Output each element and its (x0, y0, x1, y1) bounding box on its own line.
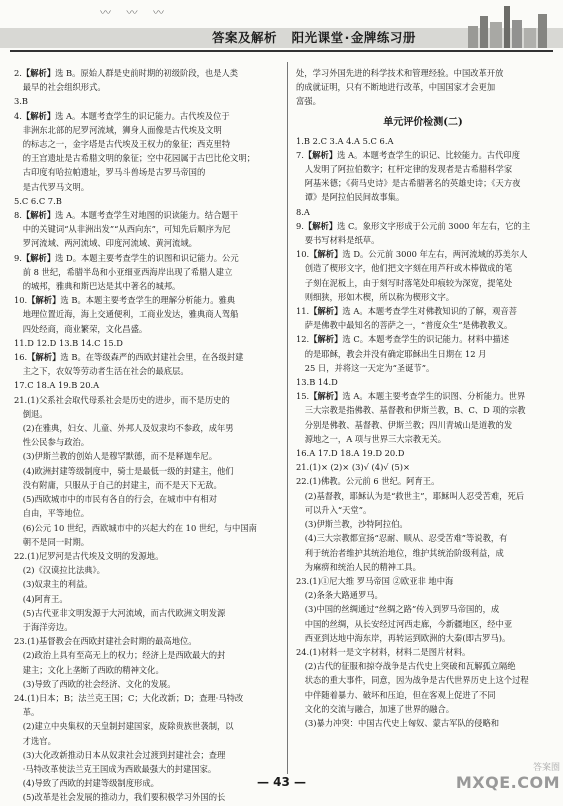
section-title: 单元评价检测(二) (383, 116, 463, 128)
right-column (296, 66, 550, 730)
answer-line: 主之下，农奴等劳动者生活在社会的最底层。 (22, 366, 189, 377)
answer-line: 16.A 17.D 18.A 19.D 20.D (296, 448, 405, 459)
watermark-bottom: MXQE.COM (455, 773, 560, 792)
answer-line: 10.【解析】选 B。本题主要考查学生的理解分析能力。雅典 (14, 295, 236, 306)
answer-line: 23.(1)①尼大维 罗马帝国 ②欧亚非 地中海 (296, 575, 454, 586)
answer-line: (2)基督教，耶稣认为是“救世主”，耶稣叫人忍受苦难，死后 (304, 490, 525, 501)
answer-line: 状态的重大事件，同意，因为战争是古代世界历史上这个过程 (304, 675, 529, 686)
answer-line: 没有附庸，只服从于自己的封建主，而不是天下无敌。 (22, 479, 222, 490)
answer-line: 最早的社会组织形式。 (22, 82, 106, 93)
watermark-top: 答案圈 (532, 763, 560, 773)
answer-line: 人发明了阿拉伯数字；杠杆定律的发现者是古希腊科学家 (304, 164, 513, 175)
answer-line: 处，学习外国先进的科学技术和管理经验。中国改革开放 (296, 68, 504, 78)
analysis-tag: 【解析】 (21, 252, 56, 263)
answer-line: 罗河流域、两河流域、印度河流域、黄河流域。 (22, 238, 197, 249)
answer-line: (3)奴隶主的利益。 (22, 579, 93, 590)
page-header (0, 0, 563, 58)
answer-line: (4)导致了西欧的封建等级制度形成。 (22, 778, 159, 789)
answer-line: (3)伊斯兰教的创始人是穆罕默德，而不是释迦牟尼。 (22, 451, 217, 462)
answer-line: 分别是佛教、基督教、伊斯兰教；四川青城山是道教的发 (304, 419, 513, 430)
header-title-right: 阳光课堂 (291, 30, 344, 45)
analysis-tag: 【解析】 (309, 334, 343, 345)
analysis-tag: 【解析】 (309, 306, 343, 317)
answer-line: 于海洋旁边。 (22, 621, 73, 632)
watermark (420, 760, 560, 804)
answer-line: (2)政治上具有至高无上的权力；经济上是西欧最大的封 (22, 650, 226, 661)
right-column-continuation (296, 66, 550, 109)
answer-line: (3)暴力冲突：中国古代史上匈奴、蒙古军队的侵略和 (304, 717, 499, 728)
analysis-tag: 【解析】 (303, 149, 338, 160)
birds-decoration-icon: 〰 〰 〰 (100, 6, 170, 19)
answer-line: 革。 (22, 707, 40, 718)
answer-line: 源地之一，A 项与世界三大宗教无关。 (304, 433, 447, 444)
answer-line: 中伴随着暴力、破坏和压迫，但在客观上促进了不同 (304, 689, 496, 700)
answer-line: 22.(1)佛教。公元前 6 世纪。阿育王。 (296, 476, 440, 487)
header-title: 答案及解析 阳光课堂·金牌练习册 (212, 30, 416, 45)
answer-line: 中的关键词“从非洲出发”“从西向东”，可知先后顺序为尼 (22, 224, 231, 235)
answer-line: 25 日，并将这一天定为“圣诞节”。 (304, 362, 435, 373)
answer-line: 朝不是同一时期。 (22, 536, 90, 547)
answer-line: 性公民参与政治。 (22, 437, 90, 448)
answer-line: (3)导致了西欧的社会经济、文化的发展。 (22, 678, 176, 689)
answer-line: 的王宫遗址是古希腊文明的象征；空中花园属于古巴比伦文明； (22, 153, 256, 164)
answer-line: (2)《汉谟拉比法典》。 (22, 565, 105, 576)
answer-line: 11.D 12.D 13.B 14.C 15.D (14, 337, 123, 348)
answer-line: 可以升入“天堂”。 (304, 504, 372, 515)
analysis-tag: 【解析】 (303, 220, 338, 231)
answer-line: 要书写材料是纸草。 (304, 235, 380, 246)
answer-line: 自由，平等地位。 (22, 508, 90, 519)
answer-line: 建主；文化上垄断了西欧的精神文化。 (22, 664, 164, 675)
page-number: — 43 — (256, 775, 307, 789)
answer-line: 西亚到达地中海东岸，再转运到欧洲的大秦(即古罗马)。 (304, 632, 511, 643)
answer-line: 中国的丝绸，从长安经过河西走廊，今新疆地区，经中亚 (304, 618, 513, 629)
answer-line: 1.B 2.C 3.A 4.A 5.C 6.A (296, 135, 394, 146)
answer-line: (4)欧洲封建等级制度中，骑士是最低一级的封建主，他们 (22, 465, 234, 476)
analysis-tag: 【解析】 (21, 110, 56, 121)
answer-line: (4)阿育王。 (22, 593, 68, 604)
left-column (14, 66, 280, 805)
answer-line: 是古代罗马文明。 (22, 181, 90, 192)
answer-line: 的标志之一，金字塔是古代埃及王权力的象征；西克里特 (22, 139, 231, 150)
answer-line: 11.【解析】选 A。本题考查学生对佛教知识的了解，观音菩 (296, 306, 517, 317)
analysis-tag: 【解析】 (309, 391, 343, 402)
answer-line: (2)古代的征服和掠夺战争是古代史上突破和瓦解孤立隔绝 (304, 661, 516, 672)
header-rule (10, 50, 553, 52)
column-divider (287, 62, 288, 774)
skyline-decoration-icon (466, 2, 550, 48)
answer-line: 3.B (14, 96, 29, 107)
answer-line: 为麻痹和统治人民的精神工具。 (304, 561, 421, 572)
answer-line: 12.【解析】选 C。本题考查学生的识记能力。材料中描述 (296, 334, 510, 345)
answer-line: 7.【解析】选 A。本题考查学生的识记、比较能力。古代印度 (296, 149, 520, 160)
answer-line: (3)大化改新推动日本从奴隶社会过渡到封建社会；查理 (22, 749, 226, 760)
answer-line: (3)伊斯兰教，沙特阿拉伯。 (304, 519, 408, 530)
answer-line: 古印度有哈拉帕遗址，罗马斗兽场是古罗马帝国的 (22, 167, 206, 178)
answer-line: 谭》是阿拉伯民间故事集。 (304, 192, 405, 203)
answer-line: 2.【解析】选 B。原始人群是史前时期的初级阶段，也是人类 (14, 68, 239, 78)
header-title-left: 答案及解析 (212, 30, 278, 45)
answer-line: (2)条条大路通罗马。 (304, 590, 383, 601)
answer-line: 阿基米德；《荷马史诗》是古希腊著名的英雄史诗；《天方夜 (304, 178, 521, 189)
answer-line: (6)公元 10 世纪，西欧城市中的兴起大约在 10 世纪，与中国南 (22, 522, 257, 533)
answer-line: 的成就证明，只有不断地进行改革，中国国家才会更加 (296, 82, 496, 93)
answer-line: 四处经商，商业繁荣，文化昌盛。 (22, 323, 148, 334)
right-column-answers (296, 134, 550, 731)
header-title-right2: 金牌练习册 (350, 30, 416, 45)
answer-line: (5)西欧城市中的市民有各自的行会，在城市中有相对 (22, 494, 217, 505)
answer-line: 的是耶稣，教会并没有确定耶稣出生日期在 12 月 (304, 348, 487, 359)
answer-line: 5.C 6.C 7.B (14, 195, 62, 206)
analysis-tag: 【解析】 (27, 295, 61, 306)
answer-line: 8.A (296, 206, 310, 217)
answer-line: 13.B 14.D (296, 377, 338, 388)
answer-line: 富强。 (296, 96, 321, 107)
answer-line: 17.C 18.A 19.B 20.A (14, 380, 100, 391)
answer-line: 24.(1)日本；B；法兰克王国；C；大化改新；D；查理·马特改 (14, 692, 244, 703)
answer-line: (2)在雅典，妇女、儿童、外邦人及奴隶均不参政，成年男 (22, 423, 234, 434)
analysis-tag: 【解析】 (21, 210, 56, 221)
answer-line: 利于统治者维护其统治地位，维护其统治阶级利益，成 (304, 547, 504, 558)
answer-line: (2)建立中央集权的天皇制封建国家，废除贵族世袭制，以 (22, 721, 234, 732)
answer-line: (4)三大宗教都宣扬“忍耐、顺从、忍受苦难”等说教，有 (304, 533, 508, 544)
analysis-tag: 【解析】 (309, 249, 343, 260)
answer-line: 22.(1)尼罗河是古代埃及文明的发源地。 (14, 550, 164, 561)
answer-line: 21.(1)× (2)× (3)√ (4)√ (5)× (296, 462, 410, 473)
answer-line: 子刻在泥板上，由于刻写时落笔处印痕较为深宽，提笔处 (304, 277, 513, 288)
analysis-tag: 【解析】 (27, 352, 61, 363)
answer-line: 文化的交流与融合，加速了世界的融合。 (304, 703, 455, 714)
answer-line: 10.【解析】选 D。公元前 3000 年左右，两河流域的苏美尔人 (296, 249, 528, 260)
answer-line: 4.【解析】选 A。本题考查学生的识记能力。古代埃及位于 (14, 110, 230, 121)
answer-line: (5)改革是社会发展的推动力，我们要积极学习外国的长 (22, 792, 226, 803)
answer-line: (5)古代亚非文明发源于大河流域，而古代欧洲文明发源 (22, 607, 226, 618)
answer-line: 的城邦，雅典和斯巴达是其中著名的城邦。 (22, 281, 181, 292)
answer-line: 非洲东北部的尼罗河流域，狮身人面像是古代埃及文明 (22, 124, 222, 135)
answer-line: 倒退。 (22, 408, 48, 419)
answer-line: 21.(1)父系社会取代母系社会是历史的进步，而不是历史的 (14, 394, 230, 405)
analysis-tag: 【解析】 (21, 68, 56, 78)
answer-line: 9.【解析】选 D。本题主要考查学生的识图和识记能力。公元 (14, 252, 239, 263)
answer-line: 才选官。 (22, 735, 56, 746)
answer-line: 16.【解析】选 B。在等级森严的西欧封建社会里，在各级封建 (14, 352, 244, 363)
answer-line: ·马特改革使法兰克王国成为西欧最强大的封建国家。 (22, 763, 217, 774)
answer-line: 创造了楔形文字，他们把文字刻在用芦秆或木棒做成的笔 (304, 263, 513, 274)
answer-line: 9.【解析】选 C。象形文字形成于公元前 3000 年左右，它的主 (296, 220, 531, 231)
answer-line: 萨是佛教中最知名的菩萨之一，“普度众生”是佛教教义。 (304, 320, 513, 331)
answer-line: 地理位置近海，海上交通便利，工商业发达，雅典商人驾船 (22, 309, 239, 320)
answer-line: 24.(1)材料一是文字材料，材料二是图片材料。 (296, 646, 471, 657)
answer-line: 23.(1)基督教会在西欧封建社会时期的最高地位。 (14, 636, 197, 647)
answer-line: 15.【解析】选 A。本题主要考查学生的识图、分析能力。世界 (296, 391, 526, 402)
answer-line: 前 8 世纪，希腊半岛和小亚细亚西海岸出现了希腊人建立 (22, 266, 233, 277)
answer-line: 三大宗教是指佛教、基督教和伊斯兰教，B、C、D 项的宗教 (304, 405, 526, 416)
answer-line: (3)中国的丝绸通过“丝绸之路”传入到罗马帝国的，成 (304, 604, 500, 615)
answer-line: 则细狭，形如木楔，所以称为楔形文字。 (304, 291, 455, 302)
answer-line: 8.【解析】选 A。本题考查学生对地图的识读能力。结合题干 (14, 210, 238, 221)
